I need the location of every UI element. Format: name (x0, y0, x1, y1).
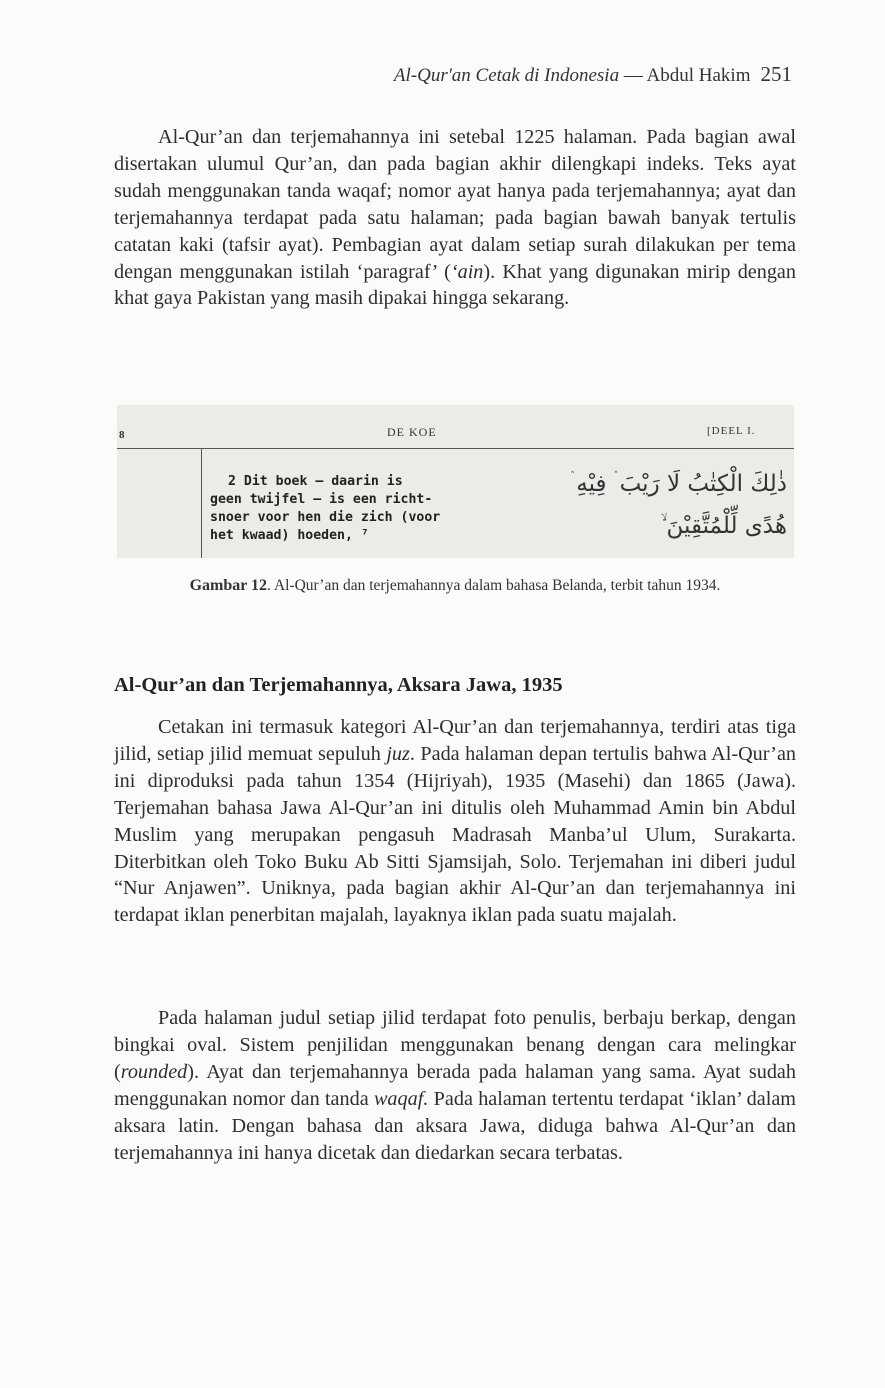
figure-header-right: [DEEL I. (707, 425, 756, 437)
paragraph-1-end: ). Khat yang digunakan mirip dengan khat gaya Pakistan yang masih dipakai hingga sekarang. (114, 260, 796, 310)
paragraph-3-italic-2: waqaf. (373, 1087, 429, 1110)
paragraph-3-text-b: ). Ayat dan terjemahannya berada pada halaman yang sama. Ayat sudah menggunakan nomor dan tanda (114, 1060, 796, 1110)
paragraph-1-italic: ‘ain (450, 260, 484, 283)
page-number: 251 (760, 62, 792, 86)
paragraph-2-text-a: Cetakan ini termasuk kategori Al-Qur’an dan terjemahannya, terdiri atas tiga jilid, setiap jilid memuat sepuluh (114, 716, 796, 765)
paragraph-3-text-a: Pada halaman judul setiap jilid terdapat foto penulis, berbaju berkap, dengan bingkai oval. Sistem penjilidan menggunakan benang dengan cara melingkar ( (114, 1007, 796, 1083)
figure-arabic-verse (512, 463, 787, 547)
paragraph-3-italic-1: rounded (120, 1060, 188, 1083)
dutch-line: snoer voor hen die zich (voor (210, 510, 441, 525)
figure-dutch-translation (210, 473, 510, 545)
figure-margin-line (201, 449, 202, 558)
paragraph-2-text-b: . Pada halaman depan tertulis bahwa Al-Qur’an ini diproduksi pada tahun 1354 (Hijriyah), 1935 (Masehi) dan 1865 (Jawa). Terjemahan bahasa Jawa Al-Qur’an ini ditulis oleh Muhammad Amin bin Abdul Muslim yang merupakan pengasuh Madrasah Manba’ul Ulum, Surakarta. Diterbitkan oleh Toko Buku Ab Sitti Sjamsijah, Solo. Terjemahan ini diberi judul “Nur Anjawen”. Uniknya, pada bagian akhir Al-Qur’an dan terjemahannya ini terdapat iklan penerbitan majalah, layaknya iklan pada suatu majalah. (114, 742, 796, 927)
section-heading: Al-Qur’an dan Terjemahannya, Aksara Jawa, 1935 (114, 674, 563, 696)
caption-label: Gambar 12 (189, 577, 268, 594)
paragraph-1-text: Al-Qur’an dan terjemahannya ini setebal 1225 halaman. Pada bagian awal disertakan ulumul Qur’an, dan pada bagian akhir dilengkapi indeks. Teks ayat sudah menggunakan tanda waqaf; nomor ayat hanya pada terjemahannya; ayat dan terjemahannya terdapat pada satu halaman; pada bagian bawah banyak tertulis catatan kaki (tafsir ayat). Pembagian ayat dalam setiap surah dilakukan per tema dengan menggunakan istilah ‘paragraf’ ( (114, 126, 796, 283)
paragraph-2 (114, 714, 796, 929)
running-head-title: Al-Qur'an Cetak di Indonesia (393, 65, 620, 86)
figure-12-image (117, 405, 794, 558)
running-head (0, 62, 792, 87)
paragraph-2-italic: juz (386, 742, 410, 765)
running-head-author: Abdul Hakim (646, 65, 751, 86)
figure-header-center: DE KOE (387, 425, 437, 439)
caption-text: . Al-Qur’an dan terjemahannya dalam bahasa Belanda, terbit tahun 1934. (267, 577, 721, 594)
paragraph-3-text-c: Pada halaman tertentu terdapat ‘iklan’ dalam aksara latin. Dengan bahasa dan aksara Jawa, diduga bahwa Al-Qur’an dan terjemahannya ini hanya dicetak dan diedarkan secara terbatas. (114, 1087, 797, 1164)
paragraph-3 (114, 1005, 796, 1166)
paragraph-1 (114, 124, 796, 312)
arabic-line: ذٰلِكَ الْكِتٰبُ لَا رَيْبَ ۛ فِيْهِ ۛ (570, 471, 787, 497)
figure-header-rule (117, 448, 794, 449)
dutch-line: het kwaad) hoeden, ⁷ (210, 528, 369, 543)
figure-caption (114, 574, 796, 597)
running-head-separator: — (619, 65, 647, 86)
dutch-line: 2 Dit boek — daarin is (228, 474, 403, 489)
arabic-line: هُدًى لِّلْمُتَّقِيْنَ ۙ (660, 513, 787, 539)
dutch-line: geen twijfel — is een richt- (210, 492, 433, 507)
figure-page-number: 8 (119, 429, 125, 441)
